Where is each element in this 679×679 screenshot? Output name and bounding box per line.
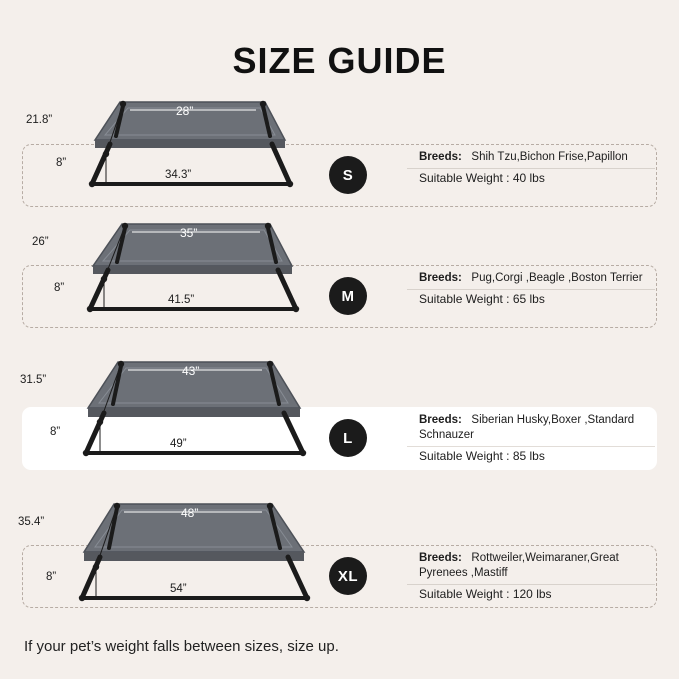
bed-illustration-large xyxy=(20,350,330,460)
bed-illustration-xlarge xyxy=(18,492,333,604)
dim-base-xlarge: 54” xyxy=(170,583,187,595)
dim-base-medium: 41.5” xyxy=(168,294,195,306)
breeds-value: Rottweiler,Weimaraner,Great Pyrenees ,Mastiff xyxy=(419,552,619,579)
breeds-label: Breeds: xyxy=(419,552,462,564)
dim-top-medium: 35” xyxy=(180,226,198,240)
bed-illustration-small xyxy=(20,92,320,192)
weight-value: Suitable Weight : 65 lbs xyxy=(407,289,655,309)
weight-value: Suitable Weight : 40 lbs xyxy=(407,168,655,188)
dim-top-xlarge: 48” xyxy=(181,506,199,520)
breeds-label: Breeds: xyxy=(419,151,462,163)
breeds-value: Pug,Corgi ,Beagle ,Boston Terrier xyxy=(471,272,643,284)
dim-base-large: 49” xyxy=(170,438,187,450)
dim-leg-small: 8” xyxy=(56,157,67,169)
size-badge-large: L xyxy=(329,419,367,457)
breeds-line xyxy=(407,409,655,445)
size-info-small xyxy=(407,146,655,205)
breeds-label: Breeds: xyxy=(419,414,462,426)
dim-height-large: 31.5” xyxy=(20,374,47,386)
breeds-value: Shih Tzu,Bichon Frise,Papillon xyxy=(471,151,628,163)
dim-base-small: 34.3” xyxy=(165,169,192,181)
size-info-large xyxy=(407,409,655,468)
dim-height-medium: 26” xyxy=(32,236,49,248)
breeds-line xyxy=(407,547,655,583)
page-title: SIZE GUIDE xyxy=(232,40,447,81)
dim-leg-large: 8” xyxy=(50,426,61,438)
breeds-label: Breeds: xyxy=(419,272,462,284)
weight-value: Suitable Weight : 85 lbs xyxy=(407,446,655,466)
dim-leg-xlarge: 8” xyxy=(46,571,57,583)
breeds-value: Siberian Husky,Boxer ,Standard Schnauzer xyxy=(419,414,635,441)
size-badge-medium: M xyxy=(329,277,367,315)
dim-leg-medium: 8” xyxy=(54,282,65,294)
breeds-line xyxy=(407,267,655,288)
size-badge-xlarge: XL xyxy=(329,557,367,595)
dim-height-small: 21.8” xyxy=(26,114,53,126)
size-info-medium xyxy=(407,267,655,326)
footer-note: If your pet’s weight falls between sizes, size up. xyxy=(24,638,339,655)
bed-illustration-medium xyxy=(20,212,320,317)
breeds-line xyxy=(407,146,655,167)
size-badge-small: S xyxy=(329,156,367,194)
dim-height-xlarge: 35.4” xyxy=(18,516,45,528)
weight-value: Suitable Weight : 120 lbs xyxy=(407,584,655,604)
dim-top-small: 28” xyxy=(176,104,194,118)
size-info-xlarge xyxy=(407,547,655,606)
dim-top-large: 43” xyxy=(182,364,200,378)
